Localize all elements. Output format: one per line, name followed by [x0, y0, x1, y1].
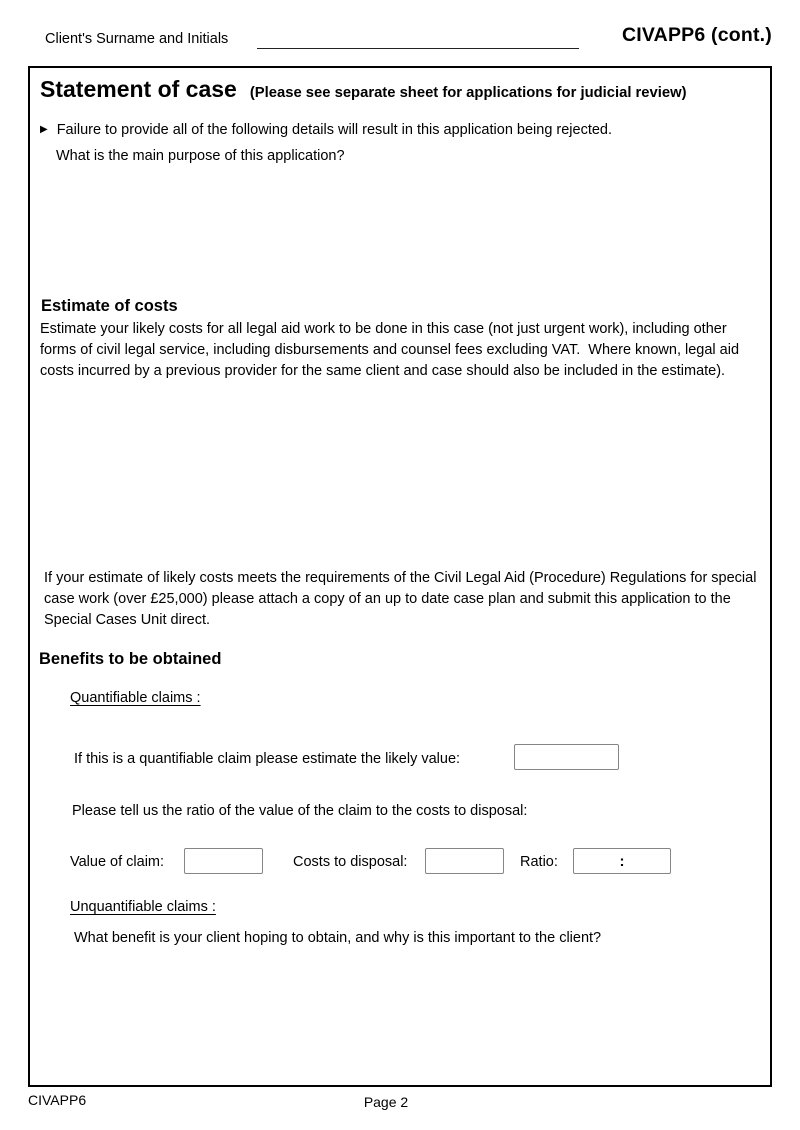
ratio-colon-separator: : [619, 852, 625, 870]
statement-of-case-box [28, 66, 772, 1087]
form-code-header: CIVAPP6 (cont.) [622, 24, 772, 46]
likely-value-prompt: If this is a quantifiable claim please estimate the likely value: [74, 751, 461, 767]
rejection-warning-row [40, 120, 612, 141]
ratio-label: Ratio: [520, 854, 558, 870]
form-code-footer: CIVAPP6 [28, 1092, 87, 1108]
benefit-question: What benefit is your client hoping to obtain, and why is this important to the client? [74, 930, 602, 946]
main-purpose-question: What is the main purpose of this application? [56, 148, 345, 164]
ratio-prompt: Please tell us the ratio of the value of the claim to the costs to disposal: [72, 803, 528, 819]
statement-title: Statement of case [40, 76, 237, 102]
costs-to-disposal-label: Costs to disposal: [293, 854, 408, 870]
statement-title-row [40, 76, 687, 103]
page-number: Page 2 [363, 1094, 409, 1110]
ratio-field[interactable] [573, 848, 671, 874]
likely-value-field[interactable] [514, 744, 619, 770]
estimate-answer-area[interactable] [40, 408, 760, 563]
value-of-claim-label: Value of claim: [70, 854, 165, 870]
costs-to-disposal-field[interactable] [425, 848, 504, 874]
main-purpose-answer-area[interactable] [40, 170, 760, 290]
client-surname-write-line[interactable] [257, 29, 579, 49]
client-surname-label: Client's Surname and Initials [45, 31, 229, 47]
benefits-heading: Benefits to be obtained [39, 650, 222, 668]
statement-subtitle: (Please see separate sheet for applications for judicial review) [249, 85, 687, 101]
arrow-bullet-icon: ▶ [40, 123, 48, 135]
estimate-of-costs-instructions: Estimate your likely costs for all legal aid work to be done in this case (not just urgent work), including other forms of civil legal service, including disbursements and counsel fees excluding VAT. Where known, legal aid costs incurred by a previous provider for the same client and case should also be included in the estimate). [40, 321, 744, 379]
special-case-note: If your estimate of likely costs meets the requirements of the Civil Legal Aid (Procedure) Regulations for special case work (over £25,000) please attach a copy of an up to date case plan and submit this application to the Special Cases Unit direct. [44, 570, 761, 628]
benefit-answer-area[interactable] [40, 954, 760, 1074]
rejection-warning-text: Failure to provide all of the following details will result in this application being rejected. [56, 122, 613, 138]
unquantifiable-claims-label: Unquantifiable claims : [70, 899, 216, 915]
quantifiable-claims-label: Quantifiable claims : [70, 690, 201, 706]
value-of-claim-field[interactable] [184, 848, 263, 874]
estimate-of-costs-heading: Estimate of costs [41, 297, 178, 315]
